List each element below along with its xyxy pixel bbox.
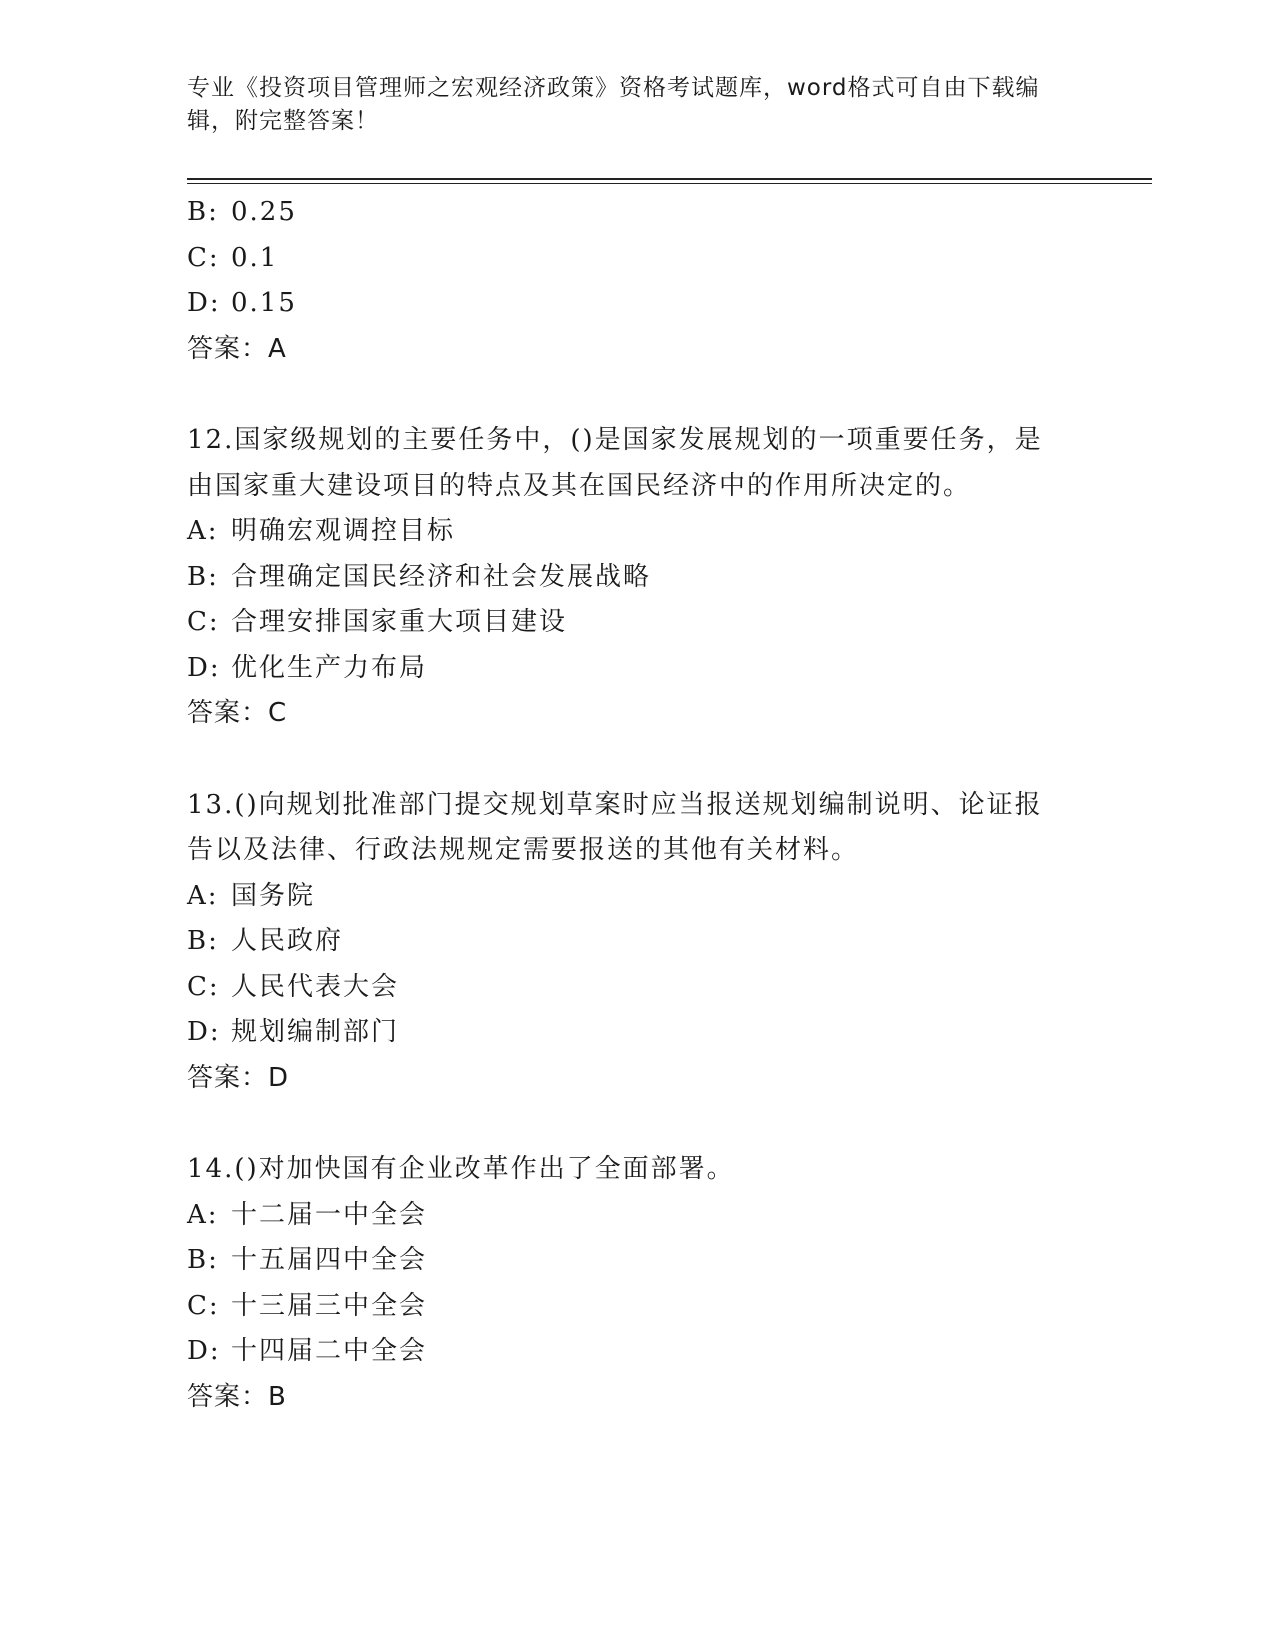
header-divider-thick <box>187 178 1152 180</box>
question-block-14 <box>187 1147 1087 1420</box>
option-c: C: 十三届三中全会 <box>187 1290 428 1321</box>
question-stem-line: 由国家重大建设项目的特点及其在国民经济中的作用所决定的。 <box>187 470 972 501</box>
option-a: A: 国务院 <box>187 880 316 911</box>
question-stem-line: 12.国家级规划的主要任务中，()是国家发展规划的一项重要任务，是 <box>187 425 1043 455</box>
option-c: C: 0.1 <box>187 242 279 273</box>
option-d: D: 规划编制部门 <box>187 1017 400 1047</box>
option-d: D: 0.15 <box>187 288 297 318</box>
option-b: B: 合理确定国民经济和社会发展战略 <box>187 561 652 592</box>
header-divider-thin <box>187 183 1152 184</box>
page-header <box>187 72 1087 138</box>
option-b: B: 0.25 <box>187 197 297 227</box>
question-block-11-tail <box>187 190 1087 372</box>
question-stem-line: 14.()对加快国有企业改革作出了全面部署。 <box>187 1154 735 1184</box>
question-block-13 <box>187 783 1087 1102</box>
answer-line: 答案：D <box>187 1062 290 1093</box>
answer-line: 答案：B <box>187 1381 287 1412</box>
option-a: A: 十二届一中全会 <box>187 1199 428 1230</box>
option-d: D: 优化生产力布局 <box>187 652 428 683</box>
option-b: B: 十五届四中全会 <box>187 1245 428 1275</box>
header-line-2: 辑，附完整答案！ <box>187 108 379 134</box>
option-d: D: 十四届二中全会 <box>187 1336 428 1366</box>
question-stem-line: 告以及法律、行政法规规定需要报送的其他有关材料。 <box>187 835 860 865</box>
answer-line: 答案：A <box>187 333 287 364</box>
option-a: A: 明确宏观调控目标 <box>187 516 456 546</box>
question-content <box>187 190 1087 1420</box>
option-c: C: 人民代表大会 <box>187 971 400 1002</box>
question-block-12 <box>187 418 1087 737</box>
header-line-1: 专业《投资项目管理师之宏观经济政策》资格考试题库，word格式可自由下载编 <box>187 75 1040 101</box>
option-b: B: 人民政府 <box>187 926 344 956</box>
answer-line: 答案：C <box>187 698 288 728</box>
question-stem-line: 13.()向规划批准部门提交规划草案时应当报送规划编制说明、论证报 <box>187 789 1043 820</box>
option-c: C: 合理安排国家重大项目建设 <box>187 607 568 637</box>
